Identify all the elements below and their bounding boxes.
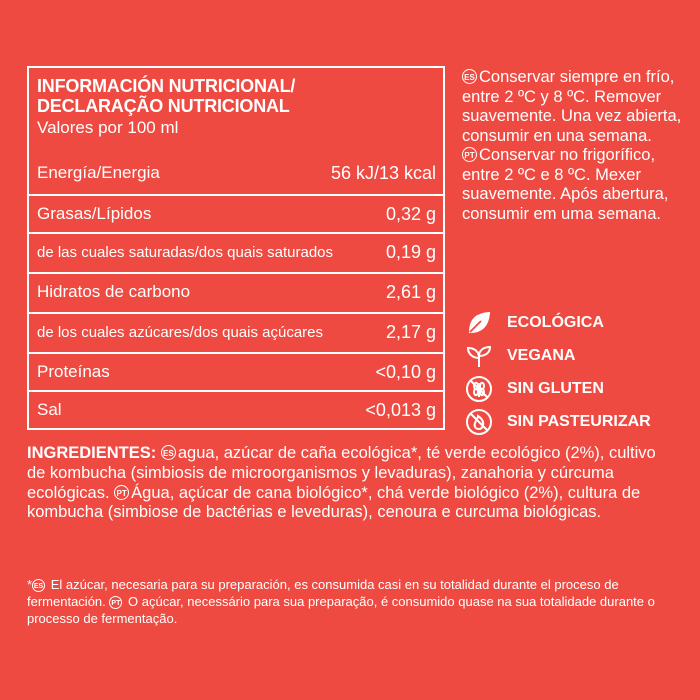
nutrition-label: Grasas/Lípidos — [37, 204, 152, 223]
badge-sin-pasteurizar — [465, 405, 685, 438]
no-wheat-icon — [465, 375, 493, 403]
badge-label: ECOLÓGICA — [507, 313, 604, 331]
ingredients-es: agua, azúcar de caña ecológica*, té verde ecológico (2%), cultivo de kombucha (simbiosis de microorganismos y levaduras), zanahoria y cúrcuma ecológicas. — [27, 444, 656, 502]
nutrition-title-line1: INFORMACIÓN NUTRICIONAL/ — [37, 76, 296, 96]
storage-instructions — [462, 68, 682, 224]
nutrition-label: Energía/Energia — [37, 163, 160, 182]
storage-es — [462, 68, 682, 146]
nutrition-row-carbs — [29, 272, 443, 310]
ingredients-text — [27, 444, 677, 523]
nutrition-row-sugars — [29, 312, 443, 350]
badge-label: VEGANA — [507, 346, 576, 364]
nutrition-row-energy — [29, 154, 443, 192]
leaf-icon — [465, 309, 493, 337]
nutrition-label: Sal — [37, 400, 62, 419]
lang-pt-icon: PT — [462, 147, 477, 162]
nutrition-value: 56 kJ/13 kcal — [330, 162, 436, 183]
lang-pt-icon: PT — [114, 485, 129, 500]
lang-es-icon: ES — [161, 445, 176, 460]
footnote — [27, 576, 677, 627]
footnote-star: * — [27, 577, 33, 592]
badge-list — [465, 306, 685, 438]
nutrition-row-fat — [29, 194, 443, 232]
storage-pt — [462, 146, 682, 224]
nutrition-value: <0,10 g — [375, 361, 436, 382]
nutrition-label: Hidratos de carbono — [37, 282, 191, 301]
badge-vegana — [465, 339, 685, 372]
lang-pt-icon: PT — [109, 596, 122, 609]
ingredients-label: INGREDIENTES: — [27, 444, 157, 462]
footnote-es: El azúcar, necesaria para su preparación, es consumida casi en su totalidad durante el proceso de fermentación. — [27, 577, 619, 609]
nutrition-row-protein — [29, 352, 443, 390]
lang-es-icon: ES — [462, 69, 477, 84]
nutrition-table — [27, 66, 445, 430]
storage-pt-text: Conservar no frigorífico, entre 2 ºC e 8 ºC. Mexer suavemente. Após abertura, consumir em uma semana. — [462, 146, 669, 223]
ingredients-pt: Água, açúcar de cana biológico*, chá verde biológico (2%), cultura de kombucha (simbiose de bactérias e leveduras), cenoura e curcuma biológicas. — [27, 483, 641, 522]
nutrition-title-line2: DECLARAÇÃO NUTRICIONAL — [37, 96, 290, 116]
nutrition-label: de los cuales azúcares/dos quais açúcares — [37, 323, 323, 341]
nutrition-value: 2,17 g — [385, 321, 436, 342]
nutrition-per-unit: Valores por 100 ml — [37, 118, 179, 137]
badge-sin-gluten — [465, 372, 685, 405]
storage-es-text: Conservar siempre en frío, entre 2 ºC y 8 ºC. Remover suavemente. Una vez abierta, consumir en una semana. — [462, 68, 682, 145]
badge-label: SIN PASTEURIZAR — [507, 412, 651, 430]
no-flame-icon — [465, 408, 493, 436]
nutrition-header — [37, 76, 437, 138]
nutrition-label: de las cuales saturadas/dos quais saturados — [37, 243, 334, 261]
nutrition-label: Proteínas — [37, 362, 110, 381]
nutrition-row-saturated — [29, 232, 443, 270]
badge-ecologica — [465, 306, 685, 339]
badge-label: SIN GLUTEN — [507, 379, 604, 397]
lang-es-icon: ES — [32, 579, 45, 592]
nutrition-value: 0,19 g — [385, 241, 436, 262]
nutrition-value: 0,32 g — [385, 203, 436, 224]
footnote-pt: O açúcar, necessário para sua preparação, é consumido quase na sua totalidade durante o processo de fermentação. — [27, 594, 655, 626]
sprout-icon — [465, 342, 493, 370]
nutrition-value: <0,013 g — [365, 399, 436, 420]
nutrition-row-salt — [29, 390, 443, 428]
nutrition-value: 2,61 g — [385, 281, 436, 302]
